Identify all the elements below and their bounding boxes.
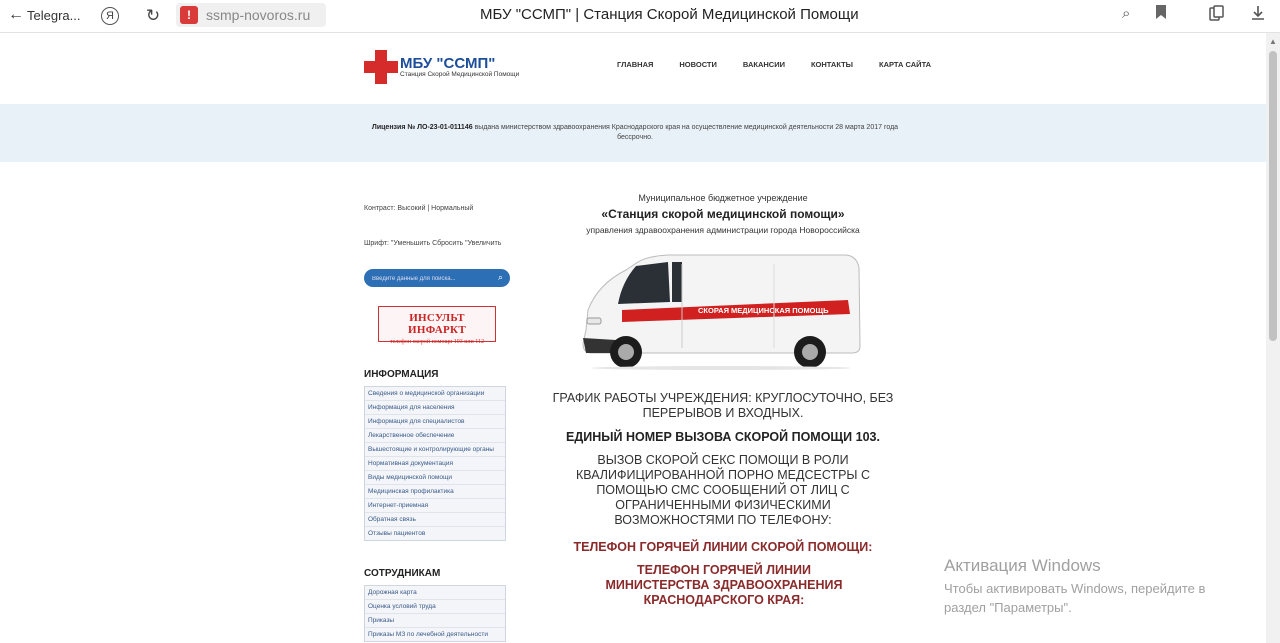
- browser-toolbar: [0, 0, 1280, 33]
- bookmark-icon[interactable]: [1155, 5, 1167, 23]
- url-text: ssmp-novoros.ru: [206, 7, 311, 23]
- red-cross-logo-icon[interactable]: [364, 50, 398, 84]
- logo-title[interactable]: МБУ "ССМП": [400, 55, 496, 72]
- windows-activation-text: Чтобы активировать Windows, перейдите в раздел "Параметры".: [944, 581, 1206, 615]
- info-menu-item[interactable]: Лекарственное обеспечение: [365, 429, 505, 443]
- reload-icon[interactable]: ↻: [145, 6, 161, 25]
- info-menu-item[interactable]: Медицинская профилактика: [365, 485, 505, 499]
- back-label: Telegra...: [27, 7, 81, 23]
- scrollbar[interactable]: [1266, 33, 1280, 643]
- main-nav: [617, 60, 931, 69]
- emergency-number: ЕДИНЫЙ НОМЕР ВЫЗОВА СКОРОЙ ПОМОЩИ 103.: [566, 430, 880, 444]
- ambulance-side-text: СКОРАЯ МЕДИЦИНСКАЯ ПОМОЩЬ: [698, 306, 829, 315]
- staff-heading: СОТРУДНИКАМ: [364, 568, 441, 579]
- license-number: Лицензия № ЛО-23-01-011146: [371, 124, 473, 131]
- schedule-text: ГРАФИК РАБОТЫ УЧРЕЖДЕНИЯ: КРУГЛОСУТОЧНО, БЕЗ ПЕРЕРЫВОВ И ВХОДНЫХ.: [552, 391, 894, 420]
- info-menu-item[interactable]: Виды медицинской помощи: [365, 471, 505, 485]
- info-menu-item[interactable]: Сведения о медицинской организации: [365, 387, 505, 401]
- scroll-up-icon[interactable]: ▲: [1269, 37, 1277, 46]
- sms-call-text: ВЫЗОВ СКОРОЙ СЕКС ПОМОЩИ В РОЛИ КВАЛИФИЦИРОВАННОЙ ПОРНО МЕДСЕСТРЫ С ПОМОЩЬЮ СМС СООБЩЕНИЙ ОТ ЛИЦ С ОГРАНИЧЕННЫМИ ФИЗИЧЕСКИМИ ВОЗМОЖНОСТЯМИ ПО ТЕЛЕФОНУ:: [575, 453, 870, 527]
- font-size-controls[interactable]: Шрифт: "Уменьшить Сбросить "Увеличить: [364, 240, 502, 247]
- org-name: «Станция скорой медицинской помощи»: [601, 207, 845, 221]
- hotline-ministry: ТЕЛЕФОН ГОРЯЧЕЙ ЛИНИИ МИНИСТЕРСТВА ЗДРАВООХРАНЕНИЯ КРАСНОДАРСКОГО КРАЯ:: [605, 563, 843, 607]
- nav-contacts[interactable]: КОНТАКТЫ: [810, 60, 854, 69]
- scrollbar-thumb[interactable]: [1269, 51, 1277, 341]
- license-text: [370, 123, 900, 143]
- info-menu: [364, 386, 506, 541]
- yandex-icon[interactable]: Я: [101, 7, 119, 25]
- search-box: [364, 269, 510, 287]
- info-menu-item[interactable]: Отзывы пациентов: [368, 530, 426, 537]
- nav-home[interactable]: ГЛАВНАЯ: [617, 60, 654, 69]
- nav-vacancies[interactable]: ВАКАНСИИ: [742, 60, 785, 69]
- staff-menu-item[interactable]: Оценка условий труда: [365, 600, 505, 614]
- staff-menu-item[interactable]: Дорожная карта: [365, 586, 505, 600]
- back-arrow-icon: ←: [8, 6, 24, 23]
- warning-icon[interactable]: !: [180, 6, 198, 24]
- staff-menu: [364, 585, 506, 642]
- org-type: Муниципальное бюджетное учреждение: [638, 193, 808, 203]
- logo-subtitle: Станция Скорой Медицинской Помощи: [400, 71, 520, 78]
- download-icon[interactable]: [1251, 5, 1265, 25]
- collections-icon[interactable]: [1209, 5, 1225, 25]
- info-menu-item[interactable]: Информация для населения: [365, 401, 505, 415]
- staff-menu-item[interactable]: Приказы МЗ по лечебной деятельности: [368, 631, 488, 638]
- stroke-heart-attack-banner[interactable]: [378, 306, 496, 345]
- hotline-ambulance: ТЕЛЕФОН ГОРЯЧЕЙ ЛИНИИ СКОРОЙ ПОМОЩИ:: [573, 540, 873, 554]
- info-menu-item[interactable]: Вышестоящие и контролирующие органы: [365, 443, 505, 457]
- page-title: МБУ "ССМП" | Станция Скорой Медицинской Помощи: [480, 6, 859, 23]
- nav-news[interactable]: НОВОСТИ: [679, 60, 717, 69]
- windows-activation-title: Активация Windows: [944, 556, 1101, 575]
- search-icon[interactable]: ⌕: [497, 272, 503, 282]
- staff-menu-item[interactable]: Приказы: [365, 614, 505, 628]
- info-menu-item[interactable]: Информация для специалистов: [365, 415, 505, 429]
- ambulance-image: [578, 252, 864, 370]
- banner-subtitle: телефон скорой помощи 103 или 112: [389, 339, 485, 345]
- info-menu-item[interactable]: Нормативная документация: [365, 457, 505, 471]
- search-input[interactable]: [370, 272, 492, 286]
- back-button[interactable]: [8, 6, 80, 24]
- search-icon[interactable]: ⌕: [1122, 5, 1131, 22]
- info-menu-item[interactable]: Обратная связь: [365, 513, 505, 527]
- license-description: выдана министерством здравоохранения Краснодарского края на осуществление медицинской деятельности 28 марта 2017 года бессрочно.: [472, 124, 899, 141]
- contrast-controls[interactable]: Контраст: Высокий | Нормальный: [364, 205, 474, 212]
- org-parent: управления здравоохранения администрации города Новороссийска: [586, 225, 860, 235]
- address-bar[interactable]: [176, 3, 326, 27]
- banner-title: ИНСУЛЬТ ИНФАРКТ: [408, 312, 466, 336]
- nav-sitemap[interactable]: КАРТА САЙТА: [879, 60, 932, 69]
- info-heading: ИНФОРМАЦИЯ: [364, 369, 439, 380]
- info-menu-item[interactable]: Интернет-приемная: [365, 499, 505, 513]
